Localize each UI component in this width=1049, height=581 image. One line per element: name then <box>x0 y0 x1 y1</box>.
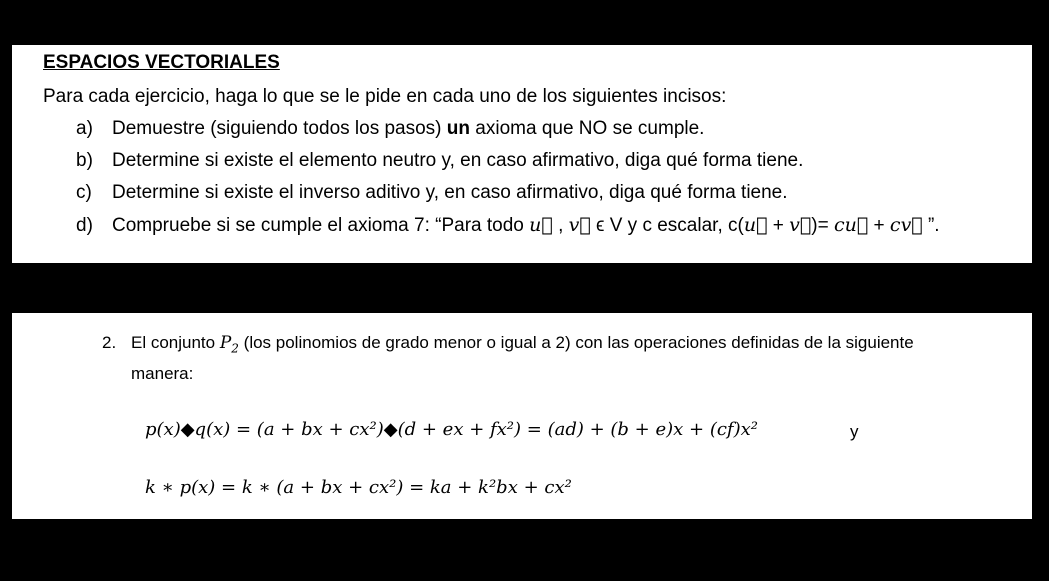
section-title: ESPACIOS VECTORIALES <box>43 52 280 73</box>
instructions-intro: Para cada ejercicio, haga lo que se le pide en cada uno de los siguientes incisos: <box>43 86 727 107</box>
statement-continuation: manera: <box>131 364 194 383</box>
set-name: P <box>219 333 232 353</box>
item-text: Compruebe si se cumple el axioma 7: “Para todo <box>112 215 530 236</box>
scalar-times-v: cv⃗ <box>889 214 923 236</box>
exercise-number: 2. <box>102 333 117 352</box>
list-item-b <box>76 150 803 172</box>
conjunction-text: y <box>850 422 859 441</box>
item-letter: a) <box>76 118 93 139</box>
item-text: axioma que NO se cumple. <box>470 118 705 139</box>
vector-v: v⃗ <box>789 214 812 236</box>
item-letter: b) <box>76 150 93 171</box>
item-text: Determine si existe el elemento neutro y, en caso afirmativo, diga qué forma tiene. <box>112 150 804 171</box>
item-emphasis: un <box>446 118 471 139</box>
item-text: Determine si existe el inverso aditivo y, en caso afirmativo, diga qué forma tiene. <box>112 182 788 203</box>
item-letter: c) <box>76 182 92 203</box>
sum-operation-formula: p(x)◆q(x) = (a + bx + cx²)◆(d + ex + fx²) = (ad) + (b + e)x + (cf)x² <box>145 419 758 440</box>
item-text: )= <box>811 215 834 236</box>
list-item-c <box>76 182 788 204</box>
list-item-d <box>76 214 940 237</box>
exercise-header-panel <box>12 45 1032 263</box>
vector-v: v⃗ <box>568 214 591 236</box>
scalar-times-u: cu⃗ <box>833 214 869 236</box>
list-item-a <box>76 118 704 140</box>
statement-text: (los polinomios de grado menor o igual a 2) con las operaciones definidas de la siguiente <box>238 333 914 352</box>
item-letter: d) <box>76 215 93 236</box>
exercise-statement <box>131 333 914 355</box>
exercise-2-panel <box>12 313 1032 519</box>
item-text: ϵ V y c escalar, c( <box>590 215 744 236</box>
item-text: ”. <box>922 215 940 236</box>
vector-u: u⃗ <box>529 214 553 236</box>
vector-u: u⃗ <box>743 214 768 236</box>
item-text: + <box>868 215 890 236</box>
statement-text: El conjunto <box>131 333 220 352</box>
item-text: Demuestre (siguiendo todos los pasos) <box>112 118 447 139</box>
scalar-operation-formula: k ∗ p(x) = k ∗ (a + bx + cx²) = ka + k²bx + cx² <box>145 477 572 498</box>
item-text: + <box>767 215 790 236</box>
set-subscript: 2 <box>231 341 239 356</box>
item-text: , <box>552 215 569 236</box>
